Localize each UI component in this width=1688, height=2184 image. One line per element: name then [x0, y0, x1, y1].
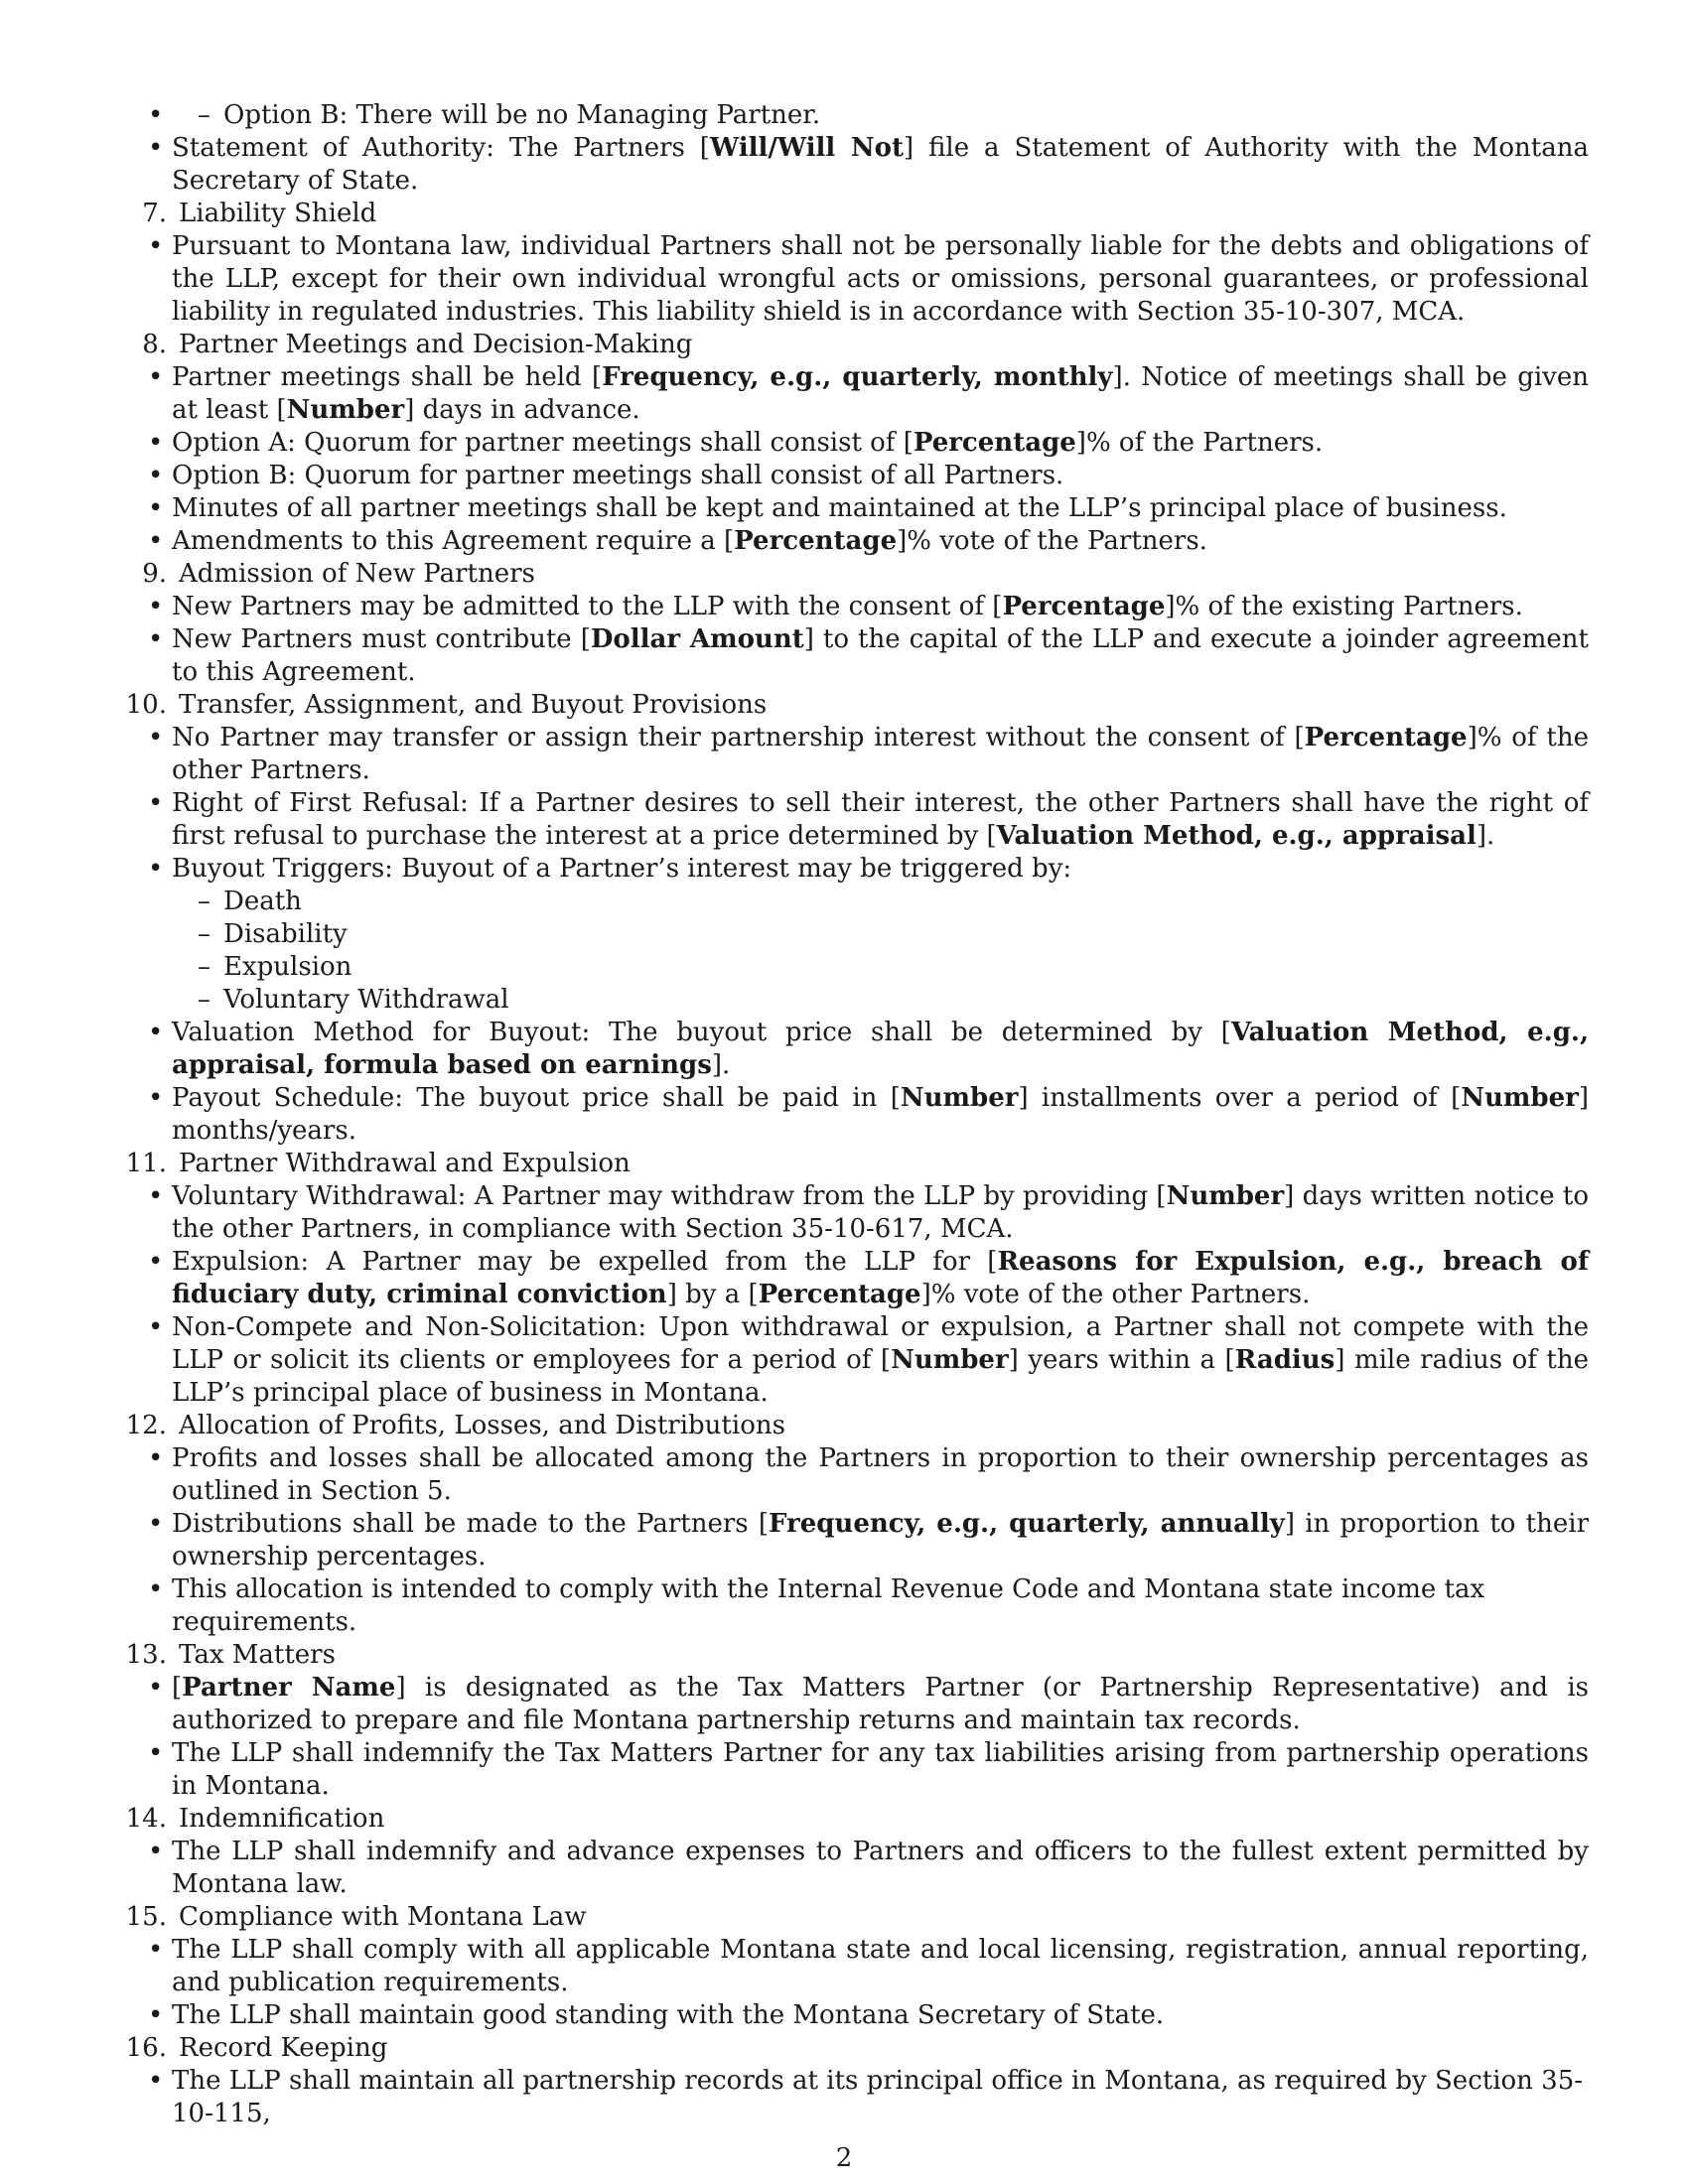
list-item: • Partner meetings shall be held [Frequency, e.g., quarterly, monthly]. Notice of meetings shall be given at least [Number] days in advance. [172, 361, 1589, 427]
section-6-bullets [117, 132, 1589, 198]
section-14-bullets [117, 1836, 1589, 1901]
list-item: • Buyout Triggers: Buyout of a Partner’s interest may be triggered by: – Death – Disability – Expulsion – Voluntary Withdrawal [172, 853, 1589, 1017]
section-number: 10. [125, 690, 167, 720]
list-item: • Right of First Refusal: If a Partner desires to sell their interest, the other Partners shall have the right of first refusal to purchase the interest at a price determined by [Valuation Method, e.g., appraisal]. [172, 787, 1589, 853]
sub-item: – Disability [223, 918, 1589, 951]
list-item: • The LLP shall maintain good standing with the Montana Secretary of State. [172, 1999, 1589, 2032]
section-13 [117, 1639, 1589, 1672]
section-title: Partner Meetings and Decision-Making [179, 330, 693, 359]
section-number: 7. [142, 199, 167, 228]
sub-item: – Death [223, 886, 1589, 918]
section-7 [117, 198, 1589, 230]
list-item: • Payout Schedule: The buyout price shall be paid in [Number] installments over a period of [Number] months/years. [172, 1082, 1589, 1148]
section-number: 14. [125, 1804, 167, 1834]
section-title: Transfer, Assignment, and Buyout Provisions [179, 690, 768, 720]
list-item: • Statement of Authority: The Partners [Will/Will Not] file a Statement of Authority with the Montana Secretary of State. [172, 132, 1589, 198]
section-title: Indemnification [179, 1804, 385, 1834]
section-9 [117, 558, 1589, 591]
section-title: Admission of New Partners [179, 559, 535, 589]
list-item: • The LLP shall indemnify the Tax Matters Partner for any tax liabilities arising from partnership operations in Montana. [172, 1737, 1589, 1803]
section-13-bullets [117, 1672, 1589, 1803]
buyout-triggers [172, 886, 1589, 1017]
section-15 [117, 1901, 1589, 1934]
list-item: • Non-Compete and Non-Solicitation: Upon withdrawal or expulsion, a Partner shall not compete with the LLP or solicit its clients or employees for a period of [Number] years within a [Radius] mile radius of the LLP’s principal place of business in Montana. [172, 1311, 1589, 1410]
section-8-bullets [117, 361, 1589, 558]
section-title: Tax Matters [179, 1640, 336, 1670]
section-number: 12. [125, 1411, 167, 1440]
section-title: Record Keeping [179, 2033, 388, 2063]
list-item [172, 99, 1589, 132]
section-12 [117, 1410, 1589, 1442]
list-item: • The LLP shall maintain all partnership records at its principal office in Montana, as required by Section 35-10-115, [172, 2065, 1589, 2130]
list-item: • Voluntary Withdrawal: A Partner may withdraw from the LLP by providing [Number] days written notice to the other Partners, in compliance with Section 35-10-617, MCA. [172, 1180, 1589, 1246]
section-7-bullets [117, 230, 1589, 329]
sub-item: – Expulsion [223, 951, 1589, 984]
list-item: • No Partner may transfer or assign their partnership interest without the consent of [Percentage]% of the other Partners. [172, 722, 1589, 787]
section-title: Compliance with Montana Law [179, 1902, 587, 1932]
list-item: • This allocation is intended to comply with the Internal Revenue Code and Montana state income tax requirements. [172, 1573, 1589, 1639]
list-item: • Expulsion: A Partner may be expelled from the LLP for [Reasons for Expulsion, e.g., breach of fiduciary duty, criminal conviction] by a [Percentage]% vote of the other Partners. [172, 1246, 1589, 1311]
list-item: • [Partner Name] is designated as the Tax Matters Partner (or Partnership Representative) and is authorized to prepare and file Montana partnership returns and maintain tax records. [172, 1672, 1589, 1737]
list-item: • Pursuant to Montana law, individual Partners shall not be personally liable for the debts and obligations of the LLP, except for their own individual wrongful acts or omissions, personal guarantees, or professional liability in regulated industries. This liability shield is in accordance with Section 35-10-307, MCA. [172, 230, 1589, 329]
list-item: • Profits and losses shall be allocated among the Partners in proportion to their ownership percentages as outlined in Section 5. [172, 1442, 1589, 1508]
section-number: 15. [125, 1902, 167, 1932]
section-12-bullets [117, 1442, 1589, 1639]
section-16 [117, 2032, 1589, 2065]
section-number: 11. [125, 1149, 167, 1178]
list-item: • New Partners may be admitted to the LLP with the consent of [Percentage]% of the existing Partners. [172, 591, 1589, 623]
sub-item: – Voluntary Withdrawal [223, 984, 1589, 1017]
section-10-bullets [117, 722, 1589, 1148]
section-9-bullets [117, 591, 1589, 689]
section-number: 13. [125, 1640, 167, 1670]
list-item: • Distributions shall be made to the Partners [Frequency, e.g., quarterly, annually] in proportion to their ownership percentages. [172, 1508, 1589, 1573]
section-16-bullets [117, 2065, 1589, 2130]
section-10 [117, 689, 1589, 722]
section-title: Allocation of Profits, Losses, and Distributions [179, 1411, 785, 1440]
list-item: • Amendments to this Agreement require a [Percentage]% vote of the Partners. [172, 525, 1589, 558]
section-11 [117, 1148, 1589, 1180]
list-item: • New Partners must contribute [Dollar Amount] to the capital of the LLP and execute a joinder agreement to this Agreement. [172, 623, 1589, 689]
list-item: • Option A: Quorum for partner meetings shall consist of [Percentage]% of the Partners. [172, 427, 1589, 460]
section-15-bullets [117, 1934, 1589, 2032]
list-item: • The LLP shall comply with all applicable Montana state and local licensing, registration, annual reporting, and publication requirements. [172, 1934, 1589, 1999]
sub-item-option-b: – • Option B: There will be no Managing Partner. [223, 99, 1589, 132]
list-item: • Option B: Quorum for partner meetings shall consist of all Partners. [172, 460, 1589, 492]
list-item: • The LLP shall indemnify and advance expenses to Partners and officers to the fullest extent permitted by Montana law. [172, 1836, 1589, 1901]
document-content [117, 99, 1589, 2130]
list-item: • Minutes of all partner meetings shall be kept and maintained at the LLP’s principal place of business. [172, 492, 1589, 525]
section-11-bullets [117, 1180, 1589, 1410]
section-title: Partner Withdrawal and Expulsion [179, 1149, 631, 1178]
section-6-continued [117, 99, 1589, 132]
section-number: 16. [125, 2033, 167, 2063]
section-title: Liability Shield [179, 199, 377, 228]
section-number: 9. [142, 559, 167, 589]
page-number: 2 [835, 2143, 853, 2173]
section-8 [117, 329, 1589, 361]
section-14 [117, 1803, 1589, 1836]
section-number: 8. [142, 330, 167, 359]
list-item: • Valuation Method for Buyout: The buyout price shall be determined by [Valuation Method, e.g., appraisal, formula based on earnings]. [172, 1017, 1589, 1082]
